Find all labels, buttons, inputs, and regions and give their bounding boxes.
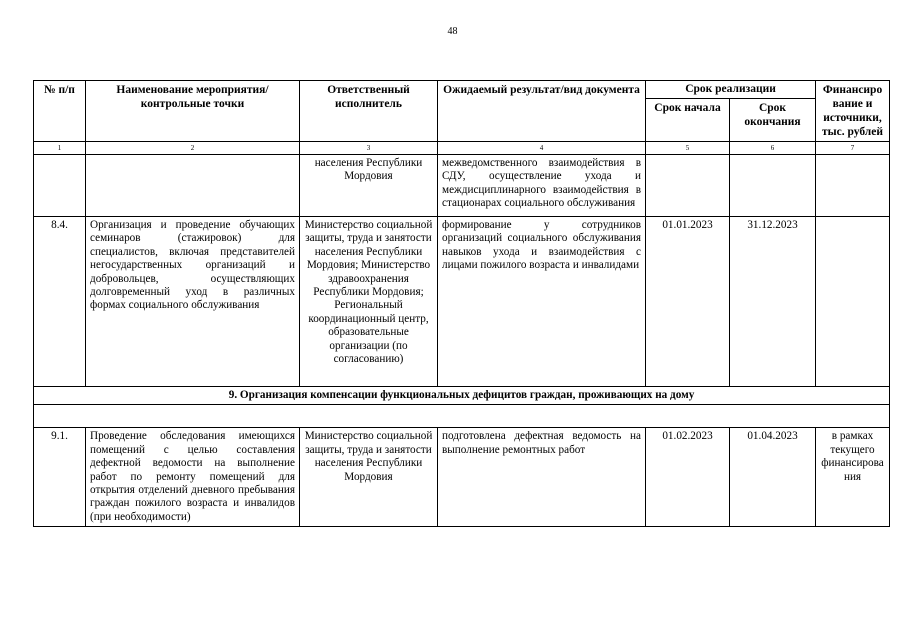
cell-num: 9.1.	[34, 428, 86, 527]
page-number: 48	[447, 26, 458, 37]
cell-result: межведомственного взаимодействия в СДУ, осуществление ухода и междисциплинарного взаимодействия в стационарах социального обслуживания	[438, 155, 646, 217]
table-row-continuation	[34, 155, 890, 217]
section-title: 9. Организация компенсации функциональных дефицитов граждан, проживающих на дому	[34, 387, 890, 405]
spacer-cell	[34, 405, 890, 428]
table-row-8-4	[34, 217, 890, 387]
cell-end: 31.12.2023	[730, 217, 816, 387]
cell-start: 01.02.2023	[646, 428, 730, 527]
column-number-row	[34, 142, 890, 155]
column-number: 6	[730, 142, 816, 155]
activities-table	[33, 80, 890, 527]
column-number: 4	[438, 142, 646, 155]
spacer-row	[34, 405, 890, 428]
header-financing: Финансиро вание и источники, тыс. рублей	[816, 81, 890, 142]
cell-start: 01.01.2023	[646, 217, 730, 387]
cell-name: Организация и проведение обучающих семинаров (стажировок) для специалистов, включая представителей негосударственных организаций и добровольцев, осуществляющих долговременный уход в различных формах социального обслуживания	[86, 217, 300, 387]
header-start: Срок начала	[646, 99, 730, 142]
cell-responsible: Министерство социальной защиты, труда и занятости населения Республики Мордовия; Министерство здравоохранения Республики Мордовия; Региональный координационный центр, образовательные организации (по согласованию)	[300, 217, 438, 387]
header-result: Ожидаемый результат/вид документа	[438, 81, 646, 142]
header-name: Наименование мероприятия/ контрольные точки	[86, 81, 300, 142]
cell-financing: в рамках текущего финансирова ния	[816, 428, 890, 527]
column-number: 1	[34, 142, 86, 155]
cell-name	[86, 155, 300, 217]
cell-num: 8.4.	[34, 217, 86, 387]
table-row-9-1	[34, 428, 890, 527]
cell-financing	[816, 217, 890, 387]
cell-responsible: населения Республики Мордовия	[300, 155, 438, 217]
cell-end	[730, 155, 816, 217]
header-num: № п/п	[34, 81, 86, 142]
cell-name: Проведение обследования имеющихся помещений с целью составления дефектной ведомости на выполнение работ по ремонту помещений для открытия отделений дневного пребывания граждан пожилого возраста и инвалидов (при необходимости)	[86, 428, 300, 527]
cell-financing	[816, 155, 890, 217]
cell-start	[646, 155, 730, 217]
section-row-9	[34, 387, 890, 405]
cell-result: подготовлена дефектная ведомость на выполнение ремонтных работ	[438, 428, 646, 527]
column-number: 2	[86, 142, 300, 155]
header-row	[34, 81, 890, 99]
cell-responsible: Министерство социальной защиты, труда и занятости населения Республики Мордовия	[300, 428, 438, 527]
column-number: 3	[300, 142, 438, 155]
header-end: Срок окончания	[730, 99, 816, 142]
header-responsible: Ответственный исполнитель	[300, 81, 438, 142]
cell-num	[34, 155, 86, 217]
header-period: Срок реализации	[646, 81, 816, 99]
cell-result: формирование у сотрудников организаций социального обслуживания навыков ухода и взаимодействия с лицами пожилого возраста и инвалидами	[438, 217, 646, 387]
column-number: 7	[816, 142, 890, 155]
column-number: 5	[646, 142, 730, 155]
cell-end: 01.04.2023	[730, 428, 816, 527]
